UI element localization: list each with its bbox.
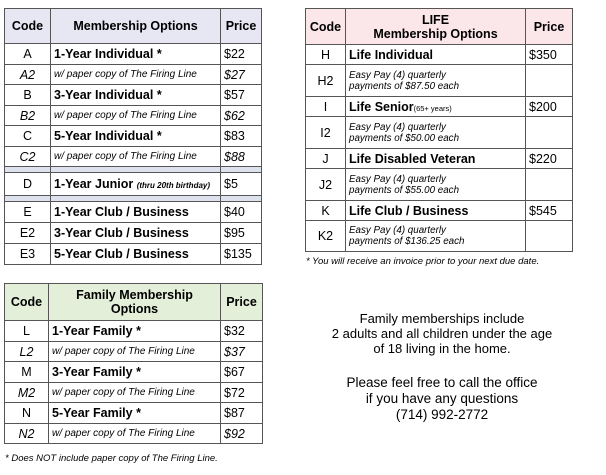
row-code: A2 [5, 65, 51, 85]
row-option: 1-Year Individual * [51, 44, 221, 65]
row-option [346, 169, 526, 201]
table-row [306, 65, 573, 97]
easy-pay-amount: payments of $136.25 each [349, 236, 465, 247]
easy-pay-line: Easy Pay (4) quarterly [349, 173, 446, 185]
family-membership-table [4, 283, 263, 444]
row-code: A [5, 44, 51, 65]
header-family-sub: Options [110, 302, 159, 316]
table-row [306, 221, 573, 252]
row-price: $88 [221, 147, 262, 167]
table-row [5, 173, 262, 196]
table-row [5, 321, 263, 342]
table-row [5, 85, 262, 106]
row-price: $22 [221, 44, 262, 65]
row-option [346, 97, 526, 117]
row-price: $72 [221, 383, 263, 403]
row-code: I2 [306, 117, 346, 149]
row-code: C [5, 126, 51, 147]
header-life: LIFE [421, 12, 450, 27]
table-row [5, 44, 262, 65]
table-row [306, 149, 573, 169]
easy-pay-amount: payments of $87.50 each [349, 80, 460, 92]
row-price: $350 [526, 45, 573, 65]
row-price: $62 [221, 106, 262, 126]
row-price [526, 221, 573, 252]
header-family: Family Membership [76, 288, 193, 302]
header-price: Price [221, 9, 262, 44]
header-options [346, 9, 526, 45]
row-price: $83 [221, 126, 262, 147]
row-option: 5-Year Family * [49, 403, 221, 424]
easy-pay-amount: payments of $50.00 each [349, 132, 460, 144]
row-option: 5-Year Club / Business [51, 244, 221, 265]
row-option: 1-Year Club / Business [51, 202, 221, 223]
table-row [5, 342, 263, 362]
row-code: L [5, 321, 49, 342]
membership-table [4, 8, 262, 265]
row-price [526, 65, 573, 97]
row-code: B [5, 85, 51, 106]
row-price: $67 [221, 362, 263, 383]
row-price: $57 [221, 85, 262, 106]
row-code: C2 [5, 147, 51, 167]
row-price: $27 [221, 65, 262, 85]
senior-label: Life Senior [349, 99, 414, 114]
row-option: w/ paper copy of The Firing Line [49, 342, 221, 362]
table-row [5, 223, 262, 244]
contact-line: Please feel free to call the office [346, 375, 538, 390]
table-row [5, 202, 262, 223]
row-price: $92 [221, 424, 263, 444]
row-price: $87 [221, 403, 263, 424]
family-info-line: of 18 living in the home. [373, 341, 511, 356]
row-option: w/ paper copy of The Firing Line [51, 65, 221, 85]
easy-pay-amount: payments of $55.00 each [349, 184, 460, 196]
row-price: $135 [221, 244, 262, 265]
row-option: 5-Year Individual * [51, 126, 221, 147]
row-price: $5 [221, 173, 262, 196]
table-row [306, 201, 573, 221]
row-price [526, 117, 573, 149]
row-code: H [306, 45, 346, 65]
row-code: J [306, 149, 346, 169]
row-code: E [5, 202, 51, 223]
senior-age-note: (65+ years) [413, 103, 452, 113]
row-code: M [5, 362, 49, 383]
row-code: I [306, 97, 346, 117]
row-code: D [5, 173, 51, 196]
row-code: J2 [306, 169, 346, 201]
row-price: $545 [526, 201, 573, 221]
life-footnote: * You will receive an invoice prior to your next due date. [306, 256, 540, 267]
row-code: N2 [5, 424, 49, 444]
row-price: $95 [221, 223, 262, 244]
row-option: 3-Year Club / Business [51, 223, 221, 244]
row-option: Life Club / Business [346, 201, 526, 221]
table-row [5, 244, 262, 265]
table-row [306, 97, 573, 117]
row-option: w/ paper copy of The Firing Line [51, 106, 221, 126]
table-row [5, 383, 263, 403]
row-option: Life Disabled Veteran [346, 149, 526, 169]
row-code: H2 [306, 65, 346, 97]
table-row [5, 147, 262, 167]
header-price: Price [526, 9, 573, 45]
header-life-sub: Membership Options [373, 26, 498, 41]
row-price [526, 169, 573, 201]
row-code: K [306, 201, 346, 221]
contact-info [305, 375, 579, 423]
row-option: Life Individual [346, 45, 526, 65]
row-code: K2 [306, 221, 346, 252]
header-code: Code [306, 9, 346, 45]
row-code: N [5, 403, 49, 424]
table-row [306, 45, 573, 65]
row-option: 1-Year Family * [49, 321, 221, 342]
row-price: $40 [221, 202, 262, 223]
table-row [5, 106, 262, 126]
table-row [5, 65, 262, 85]
easy-pay-line: Easy Pay (4) quarterly [349, 69, 446, 81]
header-price: Price [221, 284, 263, 321]
header-code: Code [5, 284, 49, 321]
row-code: L2 [5, 342, 49, 362]
phone-number: (714) 992-2772 [395, 407, 489, 422]
row-option: 3-Year Individual * [51, 85, 221, 106]
row-price: $37 [221, 342, 263, 362]
row-code: M2 [5, 383, 49, 403]
row-code: E3 [5, 244, 51, 265]
header-code: Code [5, 9, 51, 44]
header-options: Membership Options [51, 9, 221, 44]
row-code: E2 [5, 223, 51, 244]
junior-age-note: (thru 20th birthday) [136, 181, 211, 190]
row-option: w/ paper copy of The Firing Line [49, 424, 221, 444]
family-info-line: Family memberships include [359, 311, 525, 326]
family-info-line: 2 adults and all children under the age [331, 326, 553, 341]
row-option: w/ paper copy of The Firing Line [51, 147, 221, 167]
row-option: 3-Year Family * [49, 362, 221, 383]
row-price: $220 [526, 149, 573, 169]
junior-label: 1-Year Junior [54, 177, 134, 191]
row-option [346, 117, 526, 149]
row-code: B2 [5, 106, 51, 126]
easy-pay-line: Easy Pay (4) quarterly [349, 225, 446, 236]
table-row [306, 117, 573, 149]
row-price: $200 [526, 97, 573, 117]
row-option [346, 65, 526, 97]
table-row [306, 169, 573, 201]
family-info [305, 311, 579, 356]
table-row [5, 424, 263, 444]
header-options [49, 284, 221, 321]
row-price: $32 [221, 321, 263, 342]
table-row [5, 126, 262, 147]
table-row [5, 403, 263, 424]
family-footnote: * Does NOT include paper copy of The Firing Line. [5, 453, 218, 464]
row-option [346, 221, 526, 252]
row-option: w/ paper copy of The Firing Line [49, 383, 221, 403]
row-option [51, 173, 221, 196]
easy-pay-line: Easy Pay (4) quarterly [349, 121, 446, 133]
table-row [5, 362, 263, 383]
contact-line: if you have any questions [365, 391, 519, 406]
life-membership-table [305, 8, 573, 252]
